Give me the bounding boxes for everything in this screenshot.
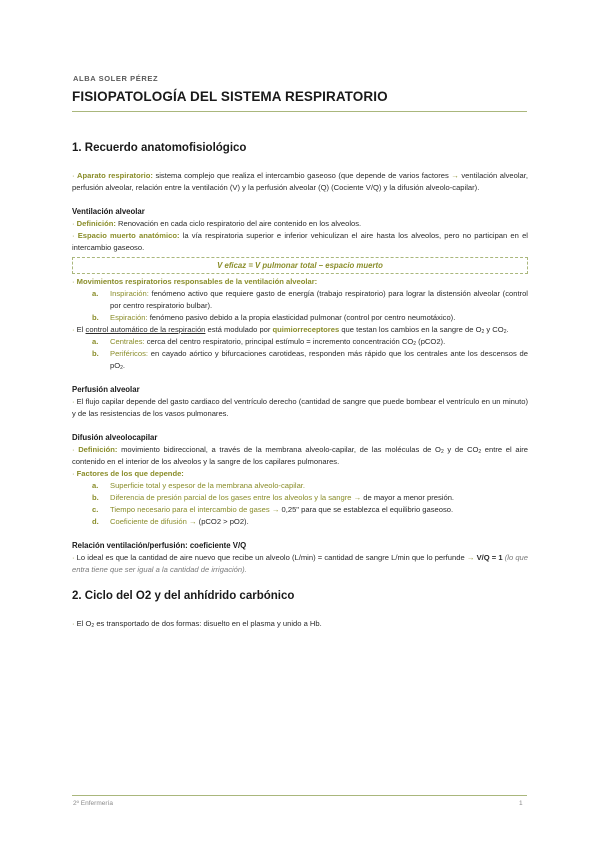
bullet-icon: · bbox=[72, 171, 75, 180]
document-body bbox=[72, 140, 528, 630]
footer-divider bbox=[72, 795, 527, 796]
page-number: 1 bbox=[519, 800, 523, 807]
ventilacion-heading: Ventilación alveolar bbox=[72, 207, 145, 216]
author-name: ALBA SOLER PÉREZ bbox=[73, 74, 159, 83]
perfusion-paragraph: · El flujo capilar depende del gasto cardiaco del ventrículo derecho (cantidad de sangre que puede bombear el ventrículo en un minuto) y de las resistencias de los vasos pulmonares. bbox=[72, 397, 528, 418]
arrow-icon: → bbox=[451, 171, 459, 180]
receptores-list bbox=[72, 336, 528, 372]
bullet-icon: · bbox=[72, 469, 75, 478]
list-item: d. Coeficiente de difusión → (pCO2 > pO2). bbox=[92, 517, 249, 526]
section-2-heading: 2. Ciclo del O2 y del anhídrido carbónico bbox=[72, 590, 295, 602]
ciclo-o2-paragraph: · El $O_2$ es transportado de dos formas: disuelto en el plasma y unido a Hb. bbox=[72, 619, 322, 629]
arrow-icon: → bbox=[271, 505, 280, 514]
factores-list bbox=[72, 480, 528, 528]
section-1-heading: 1. Recuerdo anatomofisiológico bbox=[72, 142, 247, 154]
ventilacion-definicion: · Definición: Renovación en cada ciclo respiratorio del aire contenido en los alveolos. bbox=[72, 219, 362, 228]
footer-course: 2º Enfermería bbox=[73, 800, 113, 807]
control-automatico-paragraph: · El control automático de la respiración está modulado por quimiorreceptores que testan los cambios en la sangre de $O_2$ y $CO_2$. bbox=[72, 325, 509, 335]
arrow-icon: → bbox=[466, 553, 475, 562]
factores-label: · Factores de los que depende: bbox=[72, 469, 184, 478]
arrow-icon: → bbox=[353, 493, 362, 502]
header-divider bbox=[72, 111, 527, 112]
movimientos-label: · Movimientos respiratorios responsables de la ventilación alveolar: bbox=[72, 277, 318, 286]
list-item: a. Superficie total y espesor de la membrana alveolo-capilar. bbox=[92, 481, 306, 490]
bullet-icon: · bbox=[72, 553, 75, 562]
bullet-icon: · bbox=[72, 277, 75, 286]
relacion-paragraph: · Lo ideal es que la cantidad de aire nuevo que recibe un alveolo (L/min) = cantidad de sangre L/min que lo perfunde → V/Q = 1 (lo que entra tiene que ser igual a la cantidad de irrigación). bbox=[72, 553, 528, 574]
list-item: b. Diferencia de presión parcial de los gases entre los alveolos y la sangre → de mayor a menor presión. bbox=[92, 493, 455, 502]
bullet-icon: · bbox=[72, 219, 75, 228]
list-item: b. Espiración: fenómeno pasivo debido a la propia elasticidad pulmonar (control por centro neumotáxico). bbox=[92, 313, 456, 322]
list-item: b. Periféricos: en cayado aórtico y bifurcaciones carotideas, responden más rápido que los centrales ante los descensos de $pO_2$. bbox=[92, 349, 528, 371]
list-item: c. Tiempo necesario para el intercambio de gases → 0,25" para que se establezca el equilibrio gaseoso. bbox=[92, 505, 454, 514]
ventilation-formula-box: V eficaz = V pulmonar total – espacio muerto bbox=[72, 257, 528, 274]
difusion-definicion: · Definición: movimiento bidireccional, a través de la membrana alveolo-capilar, de las moléculas de $O_2$ y de $CO_2$ entre el aire contenido en el interior de los alveolos y la sangre de los capilares pulmonares. bbox=[72, 445, 528, 466]
bullet-icon: · bbox=[72, 397, 75, 406]
difusion-heading: Difusión alveolocapilar bbox=[72, 433, 158, 442]
bullet-icon: · bbox=[72, 445, 75, 454]
movimientos-list bbox=[72, 288, 528, 324]
bullet-icon: · bbox=[72, 325, 75, 334]
arrow-icon: → bbox=[188, 517, 197, 526]
document-title: FISIOPATOLOGÍA DEL SISTEMA RESPIRATORIO bbox=[72, 89, 388, 104]
bullet-icon: · bbox=[72, 231, 75, 240]
perfusion-heading: Perfusión alveolar bbox=[72, 385, 140, 394]
relacion-heading: Relación ventilación/perfusión: coeficiente V/Q bbox=[72, 541, 247, 550]
list-item: a. Inspiración: fenómeno activo que requiere gasto de energía (trabajo respiratorio) para lograr la distensión alveolar (control por centro respiratorio bulbar). bbox=[92, 289, 528, 310]
aparato-respiratorio-paragraph: · Aparato respiratorio: sistema complejo que realiza el intercambio gaseoso (que depende de varios factores → ventilación alveolar, perfusión alveolar, relación entre la ventilación (V) y la perfusión alveolar (Q) (Cociente V/Q) y la difusión alveolo-capilar). bbox=[72, 171, 529, 192]
espacio-muerto-paragraph: · Espacio muerto anatómico: la vía respiratoria superior e inferior vehiculizan el aire hasta los alveolos, pero no participan en el intercambio gaseoso. bbox=[72, 231, 528, 252]
bullet-icon: · bbox=[72, 619, 75, 628]
list-item: a. Centrales: cerca del centro respiratorio, principal estímulo = incremento concentración $CO_2$ (pCO2). bbox=[92, 337, 446, 347]
